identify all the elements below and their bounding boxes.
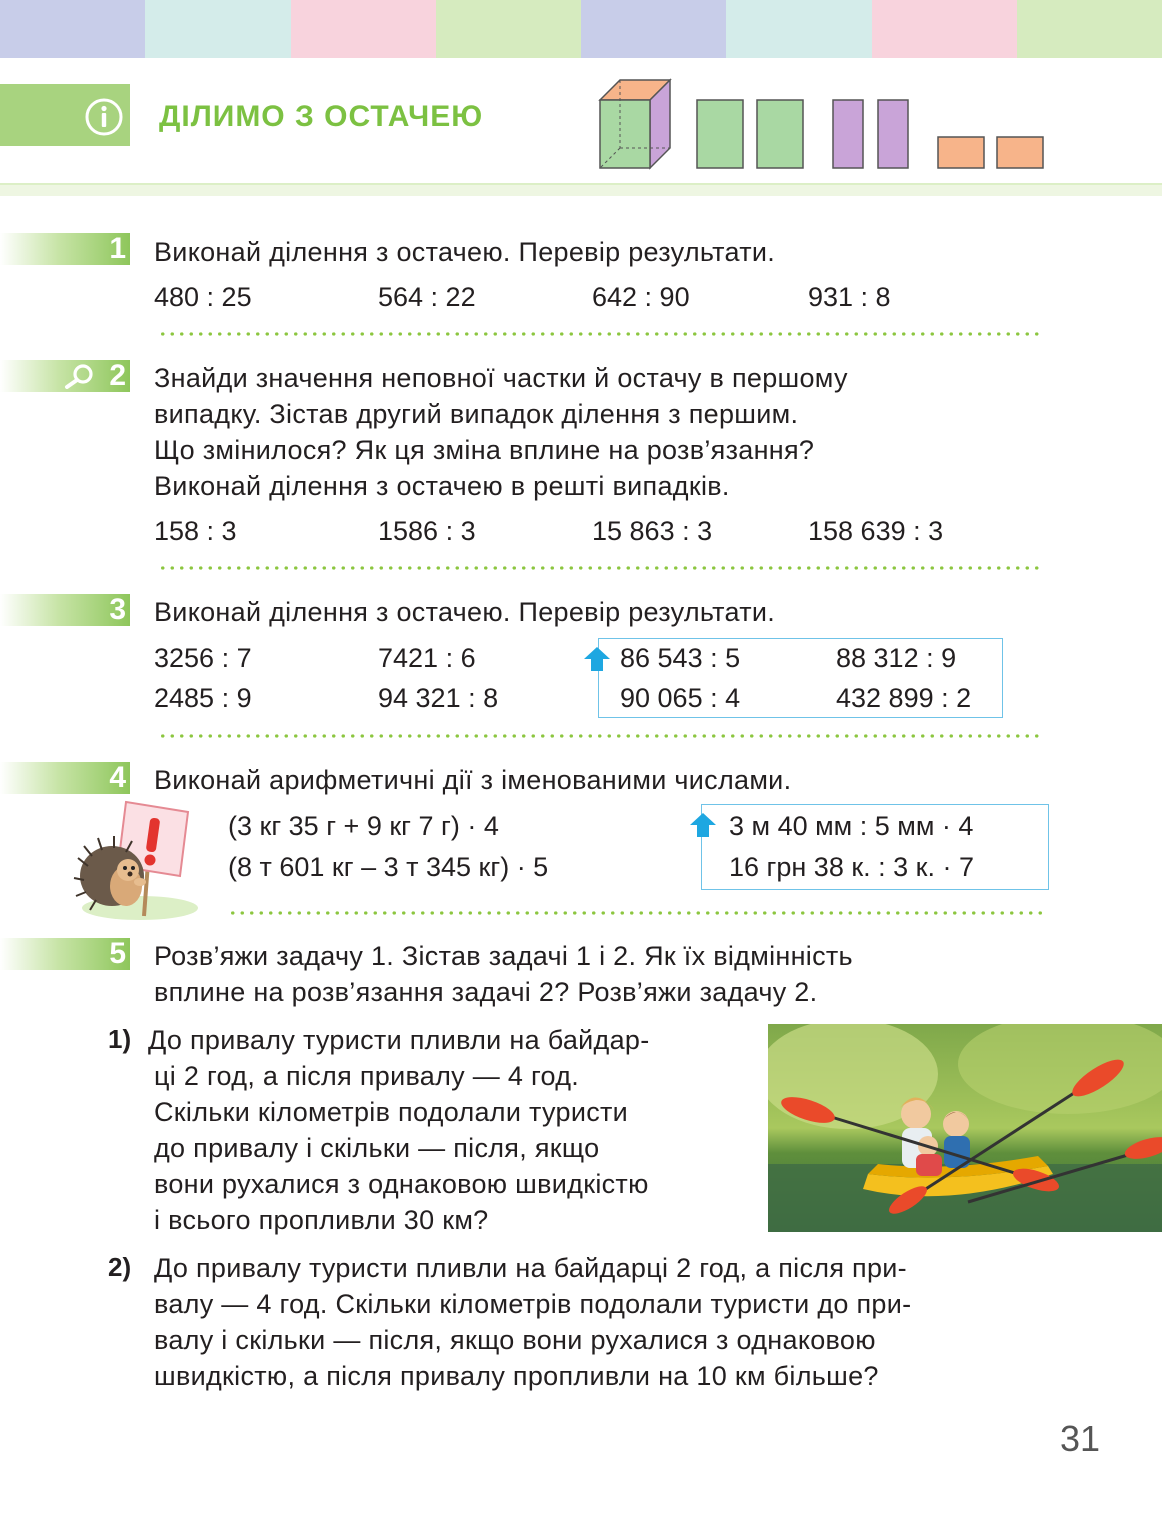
- stripe: [291, 0, 436, 58]
- task-badge-1: [0, 233, 130, 265]
- problem1-line: Скільки кілометрів подолали туристи: [154, 1097, 629, 1127]
- stripe: [145, 0, 290, 58]
- stripe: [436, 0, 581, 58]
- problem2-line: валу — 4 год. Скільки кілометрів подолали туристи до при-: [154, 1289, 912, 1319]
- stripe: [726, 0, 871, 58]
- dotted-separator: [158, 332, 1042, 336]
- task2-example: 1586 : 3: [378, 516, 476, 546]
- task1-example: 931 : 8: [808, 282, 891, 312]
- dotted-separator: [158, 734, 1042, 738]
- task2-line: випадку. Зістав другий випадок ділення з першим.: [154, 399, 799, 429]
- task-number: 2: [109, 359, 126, 392]
- problem1-label: 1): [108, 1024, 132, 1054]
- task1-example: 480 : 25: [154, 282, 252, 312]
- task-badge-3: [0, 594, 130, 626]
- header-divider-line: [0, 183, 1162, 185]
- task1-example: 642 : 90: [592, 282, 690, 312]
- task3-example: 94 321 : 8: [378, 683, 499, 713]
- page-number: 31: [1060, 1418, 1101, 1459]
- task5-line: Розв’яжи задачу 1. Зістав задачі 1 і 2. Як їх відмінність: [154, 941, 853, 971]
- top-color-stripes: [0, 0, 1162, 58]
- task-number: 1: [109, 232, 126, 265]
- stripe: [1017, 0, 1162, 58]
- task3-example: 2485 : 9: [154, 683, 252, 713]
- task3-example: 432 899 : 2: [836, 683, 972, 713]
- stripe: [872, 0, 1017, 58]
- task4-expression: 3 м 40 мм : 5 мм · 4: [729, 811, 974, 841]
- problem1-line: вони рухалися з однаковою швидкістю: [154, 1169, 649, 1199]
- info-icon: [84, 97, 124, 137]
- task3-example: 90 065 : 4: [620, 683, 741, 713]
- task2-line: Що змінилося? Як ця зміна вплине на розв’язання?: [154, 435, 815, 465]
- task4-expression: (8 т 601 кг – 3 т 345 кг) · 5: [228, 852, 549, 882]
- task3-example: 86 543 : 5: [620, 643, 741, 673]
- kayak-photo: [768, 1024, 1162, 1232]
- task3-instruction: Виконай ділення з остачею. Перевір результати.: [154, 597, 776, 627]
- task2-example: 158 : 3: [154, 516, 237, 546]
- problem2-line: валу і скільки — після, якщо вони рухалися з однаковою: [154, 1325, 876, 1355]
- up-arrow-icon: [583, 646, 611, 672]
- hedgehog-with-sign-illustration: [70, 796, 200, 920]
- task2-example: 158 639 : 3: [808, 516, 944, 546]
- task3-example: 7421 : 6: [378, 643, 476, 673]
- task-number: 3: [109, 593, 126, 626]
- task-number: 5: [109, 937, 126, 970]
- page-title: ДІЛИМО З ОСТАЧЕЮ: [159, 100, 484, 133]
- task1-instruction: Виконай ділення з остачею. Перевір результати.: [154, 237, 776, 267]
- dotted-separator: [228, 911, 1042, 915]
- stripe: [581, 0, 726, 58]
- task4-expression: 16 грн 38 к. : 3 к. · 7: [729, 852, 975, 882]
- task5-line: вплине на розв’язання задачі 2? Розв’яжи задачу 2.: [154, 977, 818, 1007]
- task2-line: Знайди значення неповної частки й остачу в першому: [154, 363, 848, 393]
- task4-instruction: Виконай арифметичні дії з іменованими числами.: [154, 765, 792, 795]
- problem1-line: і всього пропливли 30 км?: [154, 1205, 489, 1235]
- task-badge-2: [0, 360, 130, 392]
- up-arrow-icon: [689, 812, 717, 838]
- task3-example: 88 312 : 9: [836, 643, 957, 673]
- problem2-line: швидкістю, а після привалу пропливли на 10 км більше?: [154, 1361, 879, 1391]
- task-badge-4: [0, 762, 130, 794]
- task1-example: 564 : 22: [378, 282, 476, 312]
- problem1-line: ці 2 год, а після привалу — 4 год.: [154, 1061, 580, 1091]
- dotted-separator: [158, 566, 1042, 570]
- problem2-line: До привалу туристи пливли на байдарці 2 год, а після при-: [154, 1253, 907, 1283]
- header-divider: [0, 184, 1162, 196]
- task2-example: 15 863 : 3: [592, 516, 713, 546]
- task-badge-5: [0, 938, 130, 970]
- magnifier-icon: [64, 363, 96, 389]
- task-number: 4: [109, 761, 126, 794]
- task2-line: Виконай ділення з остачею в решті випадків.: [154, 471, 730, 501]
- task3-example: 3256 : 7: [154, 643, 252, 673]
- place-value-blocks-illustration: [595, 78, 1055, 173]
- problem2-label: 2): [108, 1252, 132, 1282]
- task4-expression: (3 кг 35 г + 9 кг 7 г) · 4: [228, 811, 499, 841]
- stripe: [0, 0, 145, 58]
- problem1-line: до привалу і скільки — після, якщо: [154, 1133, 600, 1163]
- problem1-line: До привалу туристи пливли на байдар-: [148, 1025, 650, 1055]
